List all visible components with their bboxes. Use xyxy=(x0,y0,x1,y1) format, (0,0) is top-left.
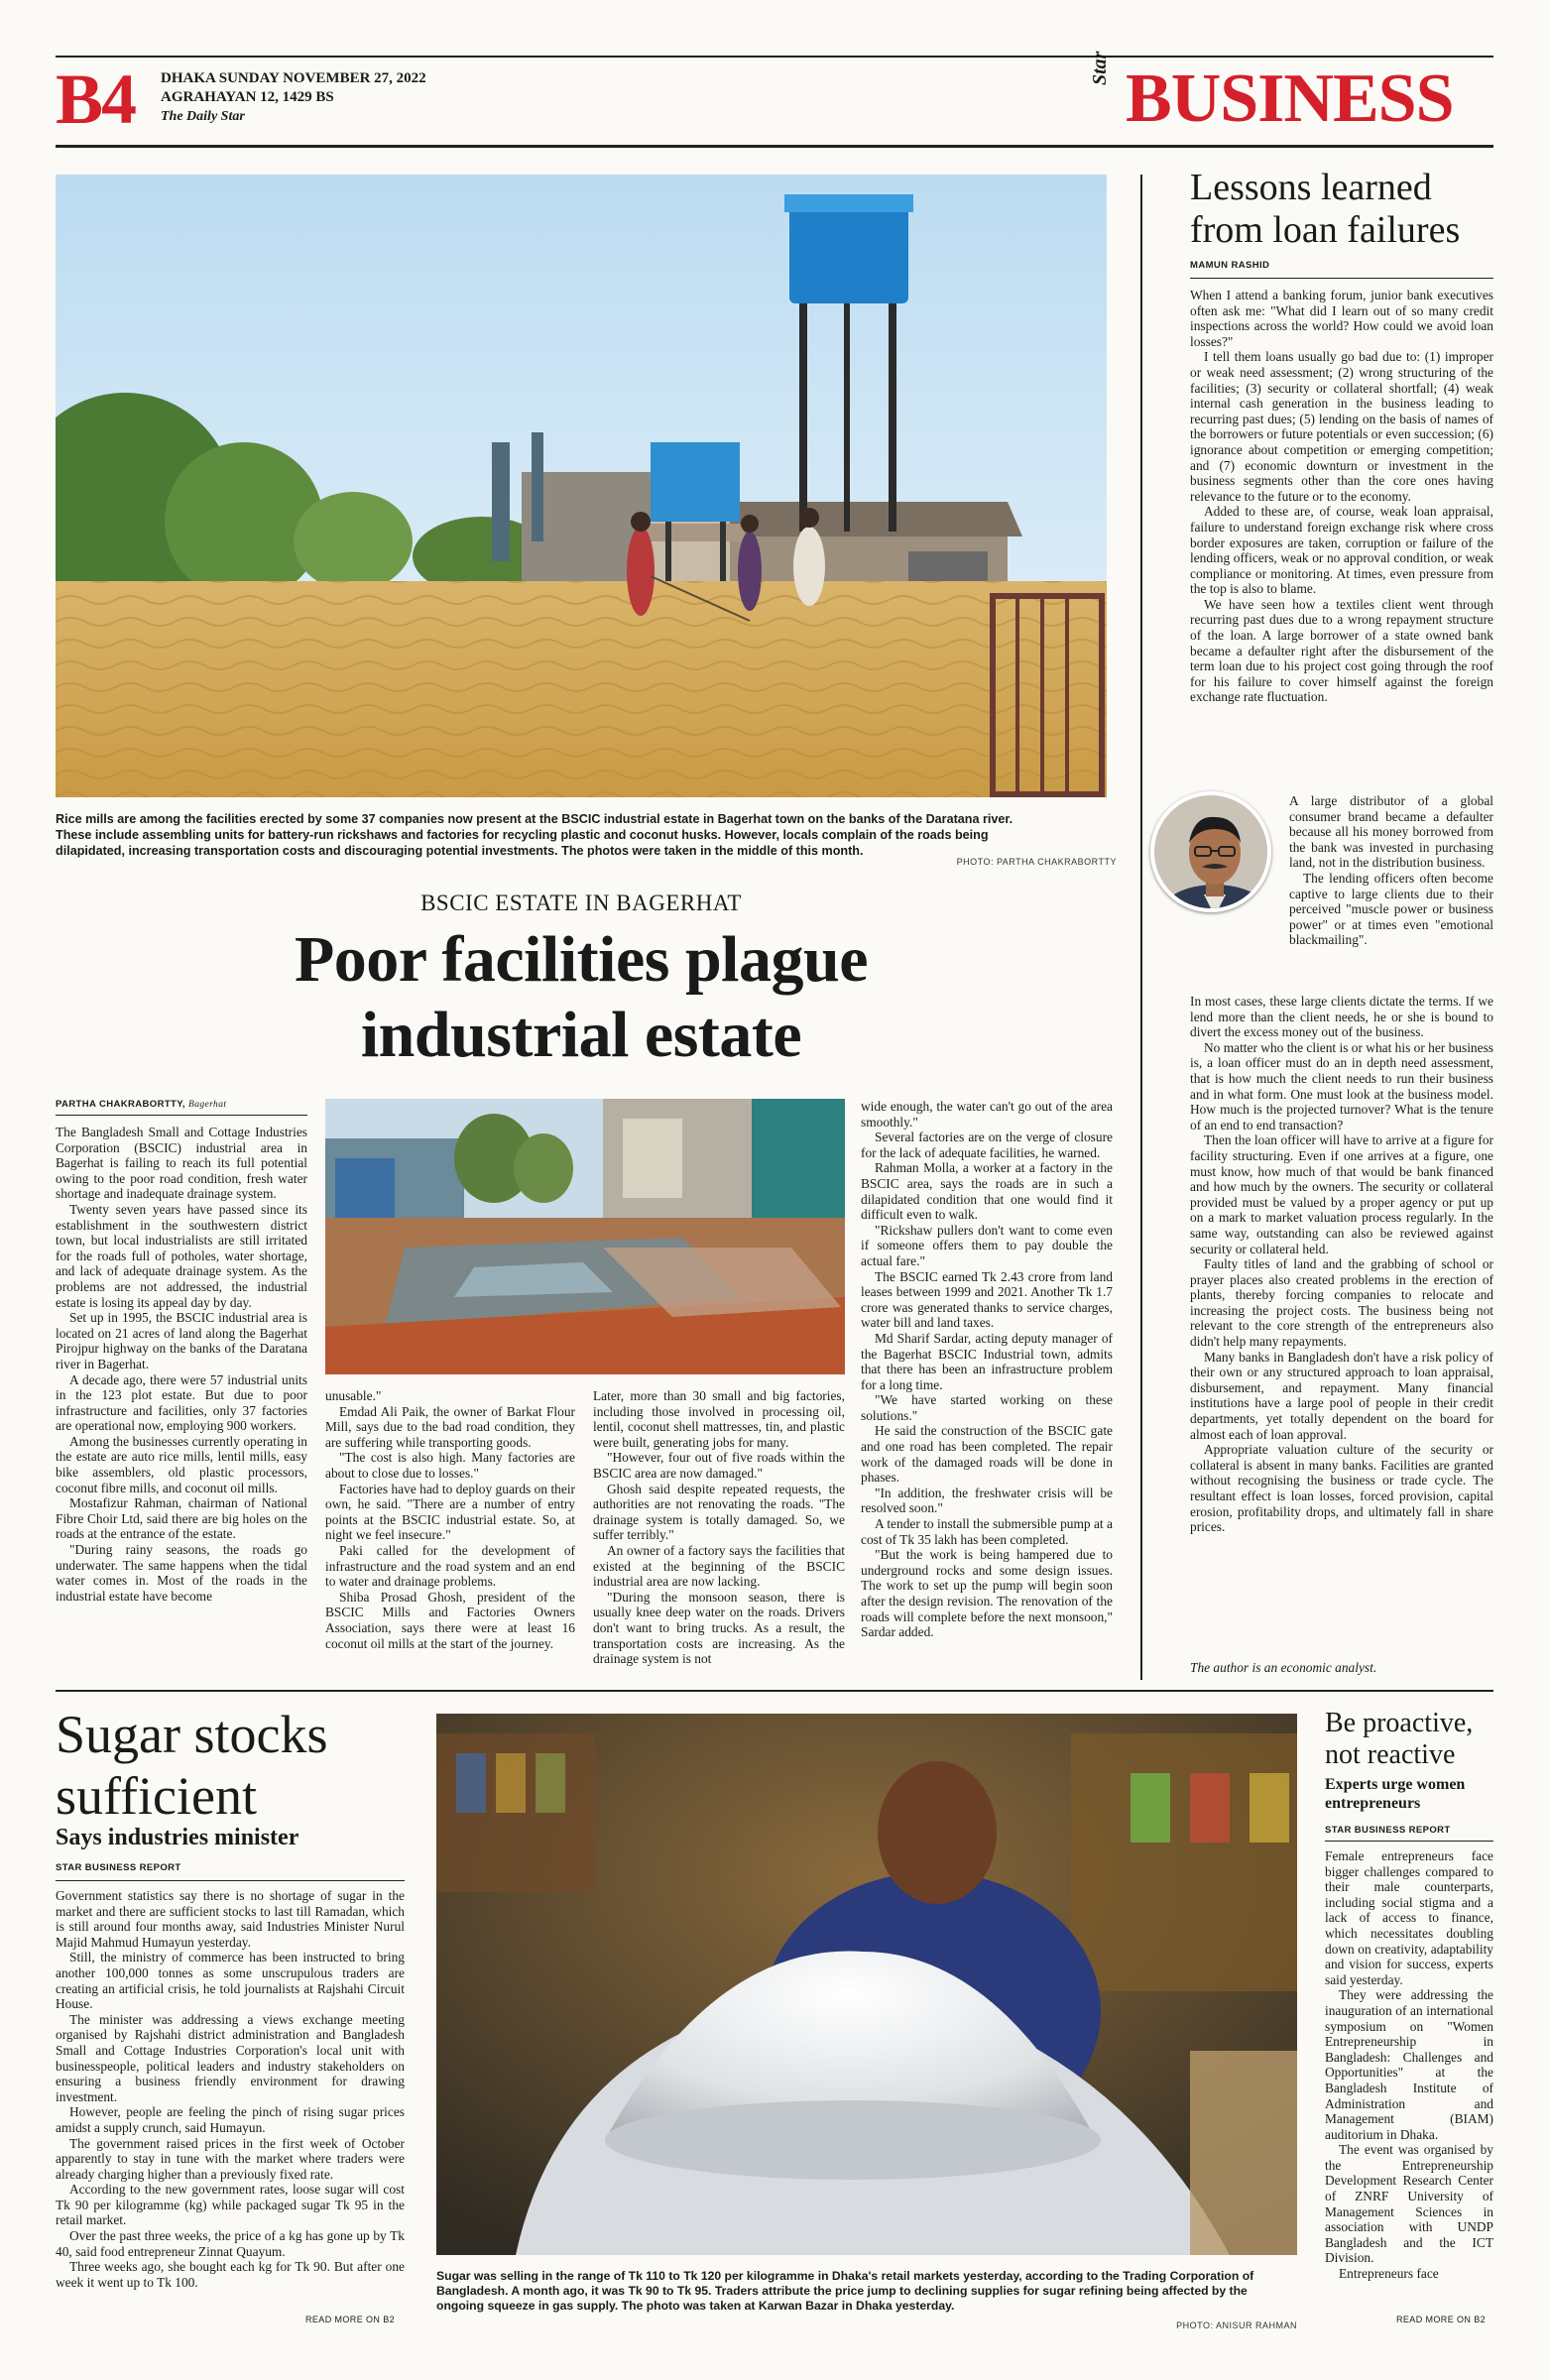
paragraph: Among the businesses currently operating in the estate are auto rice mills, lentil mills, easy bike assemblers, old plastic processors, coconut fibre mills, and coconut oil mills. xyxy=(56,1433,307,1495)
paragraph: A large distributor of a global consumer brand became a defaulter because all his money borrowed from the bank was invested in purchasing land, not in the distribution business. xyxy=(1289,793,1493,871)
paragraph: Rahman Molla, a worker at a factory in the BSCIC area, says the roads are in such a dilapidated condition that one would find it difficult even to walk. xyxy=(861,1160,1113,1223)
column-headline-line1: Lessons learned xyxy=(1190,167,1432,208)
paragraph: I tell them loans usually go bad due to: (1) improper or weak need assessment; (2) wrong structuring of the facilities; (3) security or collateral shortfall; (4) weak internal cash generation in the business leading to recurring past dues; (5) lending on the basis of names of the borrowers or future potentials or even succession; (6) ignorance about competition or emerging competition; and (7) economic downturn or investment in the business segments other than the core ones having relevance to the future or to the economy. xyxy=(1190,349,1493,504)
paper-name-logo: The Daily Star xyxy=(161,109,245,124)
paragraph: Over the past three weeks, the price of a kg has gone up by Tk 40, said food entrepreneur Zinnat Quayum. xyxy=(56,2228,405,2259)
paragraph: When I attend a banking forum, junior bank executives often ask me: "What did I learn out of so many credit inspections across the world? How could we avoid loan losses?" xyxy=(1190,288,1493,349)
paragraph: unusable." xyxy=(325,1388,382,1403)
lead-column-1 xyxy=(56,1125,307,1680)
top-photo-caption: Rice mills are among the facilities erected by some 37 companies now present at the BSCIC industrial estate in Bagerhat town on the banks of the Daratana river. These include assembling units for battery-run rickshaws and factories for recycling plastic and coconut husks. However, locals complain of the roads being dilapidated, increasing transportation costs and discouraging potential investments. The photos were taken in the middle of this month. xyxy=(56,812,1013,858)
lead-headline-line1: Poor facilities plague xyxy=(294,923,869,996)
column-headline xyxy=(1190,167,1493,252)
column-body-bottom xyxy=(1190,994,1493,1652)
sugar-photo-credit: PHOTO: ANISUR RAHMAN xyxy=(1176,2320,1297,2330)
paragraph: Appropriate valuation culture of the security or collateral is absent in many banks. Facilities are granted without recognising the business or trade cycle. The resultant effect is loan losses, forced provision, capital erosion, profitability drops, and ultimately fall in share prices. xyxy=(1190,1442,1493,1535)
byline-rule xyxy=(56,1115,307,1116)
women-body xyxy=(1325,1848,1493,2313)
women-headline-line2: not reactive xyxy=(1325,1739,1456,1770)
rice-mill-photo xyxy=(56,175,1107,797)
paragraph: "The cost is also high. Many factories are about to close due to losses." xyxy=(325,1450,575,1481)
women-subhead-line2: entrepreneurs xyxy=(1325,1795,1421,1812)
sugar-photo xyxy=(436,1714,1297,2255)
sugar-byline-rule xyxy=(56,1880,405,1881)
paragraph: "In addition, the freshwater crisis will be resolved soon." xyxy=(861,1485,1113,1516)
star-logo: Star xyxy=(1089,51,1111,85)
paragraph: The government raised prices in the first week of October apparently to stay in tune with the market where traders were already charging higher than a previously fixed rate. xyxy=(56,2135,405,2182)
lead-byline xyxy=(56,1099,313,1110)
women-byline: STAR BUSINESS REPORT xyxy=(1325,1825,1451,1836)
column-body-wrap xyxy=(1289,793,1493,994)
bangla-date: AGRAHAYAN 12, 1429 BS xyxy=(161,89,334,105)
paragraph: Twenty seven years have passed since its establishment in the southwestern district town, but local industrialists are still irritated for the roads full of potholes, water shortage, and lack of adequate drainage system. As the problems are not addressed, the industrial estate is losing its appeal day by day. xyxy=(56,1201,307,1310)
paragraph: Md Sharif Sardar, acting deputy manager of the Bagerhat BSCIC Industrial town, admits that there has been an infrastructure problem for a long time. xyxy=(861,1330,1113,1392)
paragraph: Factories have had to deploy guards on their own, he said. "There are a number of entry points at the BSCIC industrial estate. So, at night we feel insecure." xyxy=(325,1481,575,1543)
sugar-photo-caption: Sugar was selling in the range of Tk 110 to Tk 120 per kilogramme in Dhaka's retail markets yesterday, according to the Trading Corporation of Bangladesh. A month ago, it was Tk 90 to Tk 95. Traders attribute the price jump to declining supplies for sugar refining being affected by the ongoing squeeze in gas supply. The photo was taken at Karwan Bazar in Dhaka yesterday. xyxy=(436,2269,1254,2313)
sugar-headline-line1: Sugar stocks xyxy=(56,1705,328,1764)
paragraph: Many banks in Bangladesh don't have a risk policy of their own or any structured approach to loan appraisal, disbursement, and repayment. Many financial institutions have a large pool of people in their credit departments, yet totally dependent on the board for almost each of loan approval. xyxy=(1190,1349,1493,1442)
lead-byline-location: Bagerhat xyxy=(188,1100,227,1110)
column-headline-line2: from loan failures xyxy=(1190,209,1461,251)
paragraph: Paki called for the development of infrastructure and the road system and an end to water and drainage problems. xyxy=(325,1542,575,1590)
sugar-headline-line2: sufficient xyxy=(56,1766,257,1826)
paragraph: Set up in 1995, the BSCIC industrial area is located on 21 acres of land along the Bagerhat Pirojpur highway on the banks of the Daratana river in Bagerhat. xyxy=(56,1310,307,1371)
paragraph: "During rainy seasons, the roads go underwater. The same happens when the tidal water comes in. Most of the roads in the industrial estate have become xyxy=(56,1542,307,1604)
paragraph: They were addressing the inauguration of an international symposium on "Women Entrepreneurship in Bangladesh: Challenges and Opportunities" at the Bangladesh Institute of Administration and Management (BIAM) auditorium in Dhaka. xyxy=(1325,1987,1493,2142)
column-divider xyxy=(1140,175,1142,1680)
paragraph: We have seen how a textiles client went through recurring past dues due to a wrong repayment structure of the loan. A large borrower of a state owned bank became a defaulter right after the disbursement of the term loan due to his project cost going through the roof for his failure to cover himself against the foreign exchange rate fluctuation. xyxy=(1190,596,1493,705)
masthead-rule xyxy=(56,145,1493,148)
paragraph: Then the loan officer will have to arrive at a figure for facility structuring. Even if one arrives at a figure, one must know, how much of that would be bank financed and how much by the owners. The security or collateral provided must be valued by a proper agency or put up on a mark to market valuation process regularly. In the same way, outstanding can also be reviewed against security or collateral held. xyxy=(1190,1132,1493,1256)
lead-headline-line2: industrial estate xyxy=(360,999,802,1071)
paragraph: According to the new government rates, loose sugar will cost Tk 90 per kilogramme (kg) while packaged sugar Tk 95 in the retail market. xyxy=(56,2182,405,2228)
women-subhead xyxy=(1325,1775,1493,1813)
paragraph: The BSCIC earned Tk 2.43 crore from land leases between 1999 and 2021. Another Tk 1.7 crore was generated thanks to service charges, water bill and land taxes. xyxy=(861,1268,1113,1331)
sugar-subhead: Says industries minister xyxy=(56,1825,299,1850)
page-number: B4 xyxy=(56,60,136,139)
paragraph: "During the monsoon season, there is usually knee deep water on the roads. Drivers don't want to bring trucks. As a result, the transportation costs are increasing. As the drainage system is not xyxy=(593,1589,845,1667)
women-read-more: READ MORE ON B2 xyxy=(1396,2315,1487,2324)
paragraph: Government statistics say there is no shortage of sugar in the market and there are sufficient stocks to last till Ramadan, which is still around four months away, said Industries Minister Nurul Majid Mahmud Humayun yesterday. xyxy=(56,1888,405,1950)
lead-headline xyxy=(56,922,1107,1073)
paragraph: Three weeks ago, she bought each kg for Tk 90. But after one week it went up to Tk 100. xyxy=(56,2259,405,2290)
paragraph: wide enough, the water can't go out of the area smoothly." xyxy=(861,1099,1113,1130)
paragraph: Faulty titles of land and the grabbing of school or prayer places also created problems in the erection of plants, thereby forcing companies to relocate and increasing the project costs. The business being not relevant to the core strength of the entrepreneurs also didn't help many repayments. xyxy=(1190,1256,1493,1350)
paragraph: Still, the ministry of commerce has been instructed to bring another 100,000 tonnes as some unscrupulous traders are creating an artificial crisis, he told journalists at Rajshahi Circuit House. xyxy=(56,1950,405,2012)
paragraph: Several factories are on the verge of closure for the lack of adequate facilities, he warned. xyxy=(861,1130,1113,1160)
paragraph: A tender to install the submersible pump at a cost of Tk 35 lakh has been completed. xyxy=(861,1516,1113,1547)
lead-kicker: BSCIC ESTATE IN BAGERHAT xyxy=(420,891,742,915)
column-byline-rule xyxy=(1190,278,1493,279)
lead-column-4 xyxy=(861,1099,1113,1680)
women-headline-line1: Be proactive, xyxy=(1325,1708,1474,1738)
paragraph: An owner of a factory says the facilities that existed at the beginning of the BSCIC industrial area are now lacking. xyxy=(593,1542,845,1590)
paragraph: The lending officers often become captive to large clients due to their perceived "muscle power or business power" or at times even "emotional blackmailing". xyxy=(1289,870,1493,948)
road-photo xyxy=(325,1099,845,1374)
lead-column-3 xyxy=(593,1388,845,1680)
paragraph: He said the construction of the BSCIC gate and one road has been completed. The repair work of the damaged roads will be done in phases. xyxy=(861,1423,1113,1486)
sugar-read-more: READ MORE ON B2 xyxy=(305,2315,396,2324)
paragraph: Shiba Prosad Ghosh, president of the BSCIC Mills and Factories Owners Association, says there were at least 16 coconut oil mills at the start of the journey. xyxy=(325,1589,575,1651)
lead-byline-name: PARTHA CHAKRABORTTY, xyxy=(56,1099,185,1110)
women-byline-rule xyxy=(1325,1841,1493,1842)
paragraph: Emdad Ali Paik, the owner of Barkat Flour Mill, says due to the bad road condition, they are suffering while transporting goods. xyxy=(325,1403,575,1450)
paragraph: "But the work is being hampered due to underground rocks and some design issues. The work to set up the pump will begin soon after the design revision. The renovation of the roads will complete before the next monsoon," Sardar added. xyxy=(861,1547,1113,1640)
sugar-headline xyxy=(56,1704,413,1827)
paragraph: Added to these are, of course, weak loan appraisal, failure to understand foreign exchange risk where cross border exposures are taken, corruption or failure of the lending officers, weak or no approval condition, or weak compliance or monitoring. At times, even pressure from the top is also to blame. xyxy=(1190,504,1493,597)
bottom-section-rule xyxy=(56,1690,1493,1692)
sugar-byline: STAR BUSINESS REPORT xyxy=(56,1862,181,1873)
paragraph: Female entrepreneurs face bigger challenges compared to their male counterparts, including social stigma and a lack of access to finance, which necessitates doubling down on creativity, adaptability and vision for success, experts said yesterday. xyxy=(1325,1848,1493,1987)
paragraph: No matter who the client is or what his or her business is, a loan officer must do an in depth need assessment, that is how much the client needs to run their business and in what form. One must look at the business model. How much is the projected turnover? What is the tenure of an end to end transaction? xyxy=(1190,1039,1493,1132)
top-rule xyxy=(56,56,1493,58)
paragraph: However, people are feeling the pinch of rising sugar prices amidst a supply crunch, said Humayun. xyxy=(56,2104,405,2135)
date-line: DHAKA SUNDAY NOVEMBER 27, 2022 xyxy=(161,70,426,86)
women-headline xyxy=(1325,1708,1493,1771)
paragraph: "However, four out of five roads within the BSCIC area are now damaged." xyxy=(593,1450,845,1481)
paragraph: "We have started working on these solutions." xyxy=(861,1392,1113,1423)
paragraph: Mostafizur Rahman, chairman of National Fibre Choir Ltd, said there are big holes on the roads at the entrance of the estate. xyxy=(56,1495,307,1542)
paragraph: "Rickshaw pullers don't want to come even if someone offers them to pay double the actual fare." xyxy=(861,1222,1113,1268)
paragraph: Entrepreneurs face xyxy=(1339,2266,1439,2282)
column-byline: MAMUN RASHID xyxy=(1190,260,1270,271)
lead-column-2 xyxy=(325,1388,575,1680)
paragraph: The event was organised by the Entrepreneurship Development Research Center of ZNRF University of Management Sciences in association with UNDP Bangladesh and the ICT Division. xyxy=(1325,2142,1493,2266)
paragraph: A decade ago, there were 57 industrial units in the 123 plot estate. But due to poor infrastructure and facilities, only 37 factories are operational now, employing 900 workers. xyxy=(56,1371,307,1434)
paragraph: Ghosh said despite repeated requests, the authorities are not renovating the roads. "The drainage system is totally damaged. So, we suffer terribly." xyxy=(593,1481,845,1543)
paragraph: The minister was addressing a views exchange meeting organised by Rajshahi district administration and Bangladesh Small and Cottage Industries Corporation's local unit with businesspeople, political leaders and industry stakeholders on ensuring a business friendly environment for drawing investment. xyxy=(56,2011,405,2104)
paragraph: In most cases, these large clients dictate the terms. If we lend more than the client needs, he or she is bound to divert the excess money out of the business. xyxy=(1190,994,1493,1040)
section-title: BUSINESS xyxy=(1126,60,1454,137)
women-subhead-line1: Experts urge women xyxy=(1325,1776,1466,1793)
top-photo-credit: PHOTO: PARTHA CHAKRABORTTY xyxy=(956,857,1117,867)
author-portrait xyxy=(1150,791,1271,912)
author-note: The author is an economic analyst. xyxy=(1190,1660,1377,1675)
sugar-body xyxy=(56,1888,405,2309)
column-body-top xyxy=(1190,288,1493,791)
paragraph: The Bangladesh Small and Cottage Industries Corporation (BSCIC) industrial area in Bagerhat is failing to reach its full potential owing to the poor road condition, fresh water shortage and inadequate drainage system. xyxy=(56,1125,307,1202)
paragraph: Later, more than 30 small and big factories, including those involved in processing oil, lentil, coconut shell mattresses, tin, and plastic were built, generating jobs for many. xyxy=(593,1388,845,1450)
